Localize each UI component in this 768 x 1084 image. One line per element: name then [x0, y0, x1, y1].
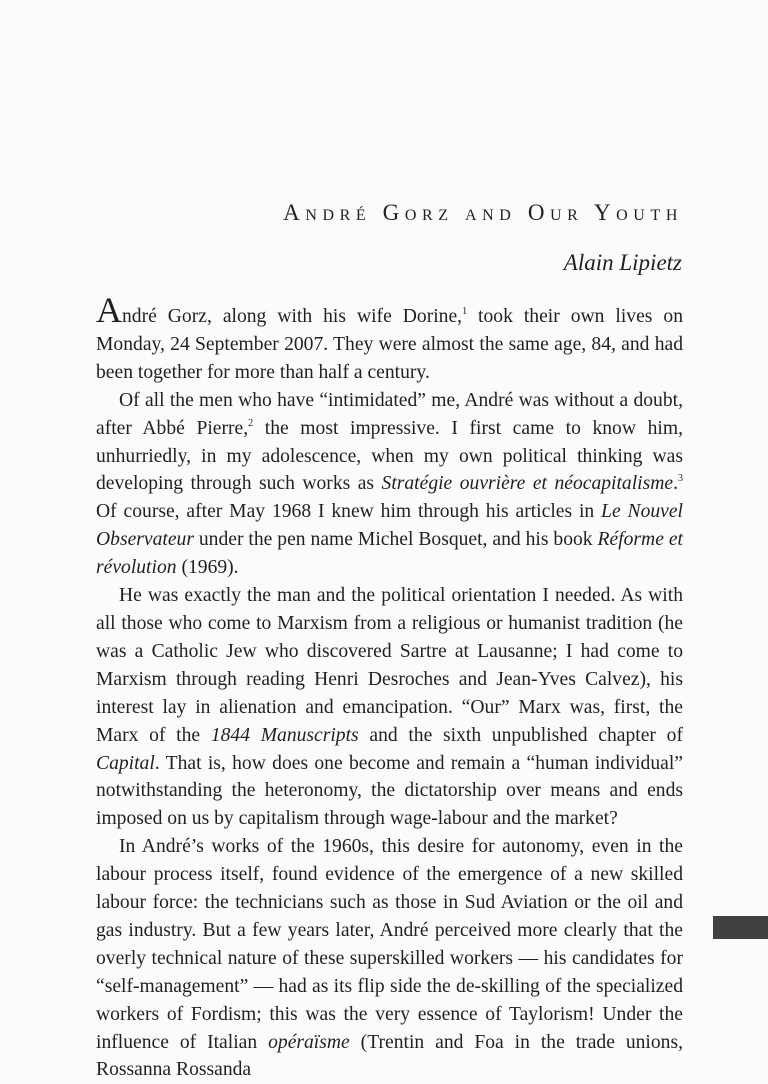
text-run: under the pen name Michel Bosquet, and his book [193, 529, 598, 551]
text-run: Of all the men who have “intimidated” me, André was without a doubt, after Abbé Pierre, [96, 389, 683, 439]
paragraph-2 [96, 387, 683, 582]
book-title: Capital [96, 752, 155, 774]
text-run: He was exactly the man and the political orientation I needed. As with all those who come to Marxism from a religious or humanist tradition (he was a Catholic Jew who discovered Sartre at Lausanne; I had come to Marxism through reading Henri Desroches and Jean-Yves Calvez), his interest lay in alienation and emancipation. “Our” Marx was, first, the Marx of the [96, 585, 683, 746]
footnote-ref-2[interactable]: 2 [248, 417, 254, 429]
text-run: took their own lives on Monday, 24 September 2007. They were almost the same age, 84, and had been together for more than half a century. [96, 306, 683, 383]
book-title: Réforme et révolution [96, 529, 683, 579]
paragraph-4 [96, 833, 683, 1084]
text-run: and the sixth unpublished chapter of [358, 724, 683, 746]
drop-cap: A [96, 290, 122, 330]
publication-title: Le Nouvel Observateur [96, 501, 683, 551]
chapter-title: André Gorz and Our Youth [283, 200, 683, 225]
text-run: In André’s works of the 1960s, this desire for autonomy, even in the labour process itself, found evidence of the emergence of a new skilled labour force: the technicians such as those in Sud Aviation or the oil and gas industry. But a few years later, André perceived more clearly that the overly technical nature of these superskilled workers — his candidates for “self-management” — had as its flip side the de-skilling of the specialized workers of Fordism; this was the very essence of Taylorism! Under the influence of Italian [96, 836, 683, 1053]
text-run: ndré Gorz, along with his wife Dorine, [122, 306, 463, 327]
book-title: 1844 Manuscripts [210, 724, 359, 746]
book-title: Stratégie ouvrière et néocapitalisme [381, 473, 674, 495]
section-thumb-tab [713, 916, 768, 939]
article-body [96, 290, 683, 1084]
footnote-ref-3[interactable]: 3 [678, 473, 683, 485]
footnote-ref-1[interactable]: 1 [462, 306, 468, 317]
text-run: (1969). [176, 557, 239, 579]
foreign-term: opéraïsme [268, 1031, 350, 1053]
paragraph-1 [96, 290, 683, 387]
text-run: . That is, how does one become and remain a “human individual” notwithstanding the heteronomy, the dictatorship over means and ends imposed on us by capitalism through wage-labour and the market? [96, 752, 683, 830]
text-run: the most impressive. I first came to know him, unhurriedly, in my adolescence, when my own political thinking was developing through such works as [96, 417, 683, 495]
paragraph-3 [96, 582, 683, 833]
text-run: (Trentin and Foa in the trade unions, Rossanna Rossanda [96, 1031, 683, 1081]
text-run: Of course, after May 1968 I knew him through his articles in [96, 501, 602, 523]
text-run: . [673, 473, 678, 495]
author-name: Alain Lipietz [563, 250, 682, 275]
